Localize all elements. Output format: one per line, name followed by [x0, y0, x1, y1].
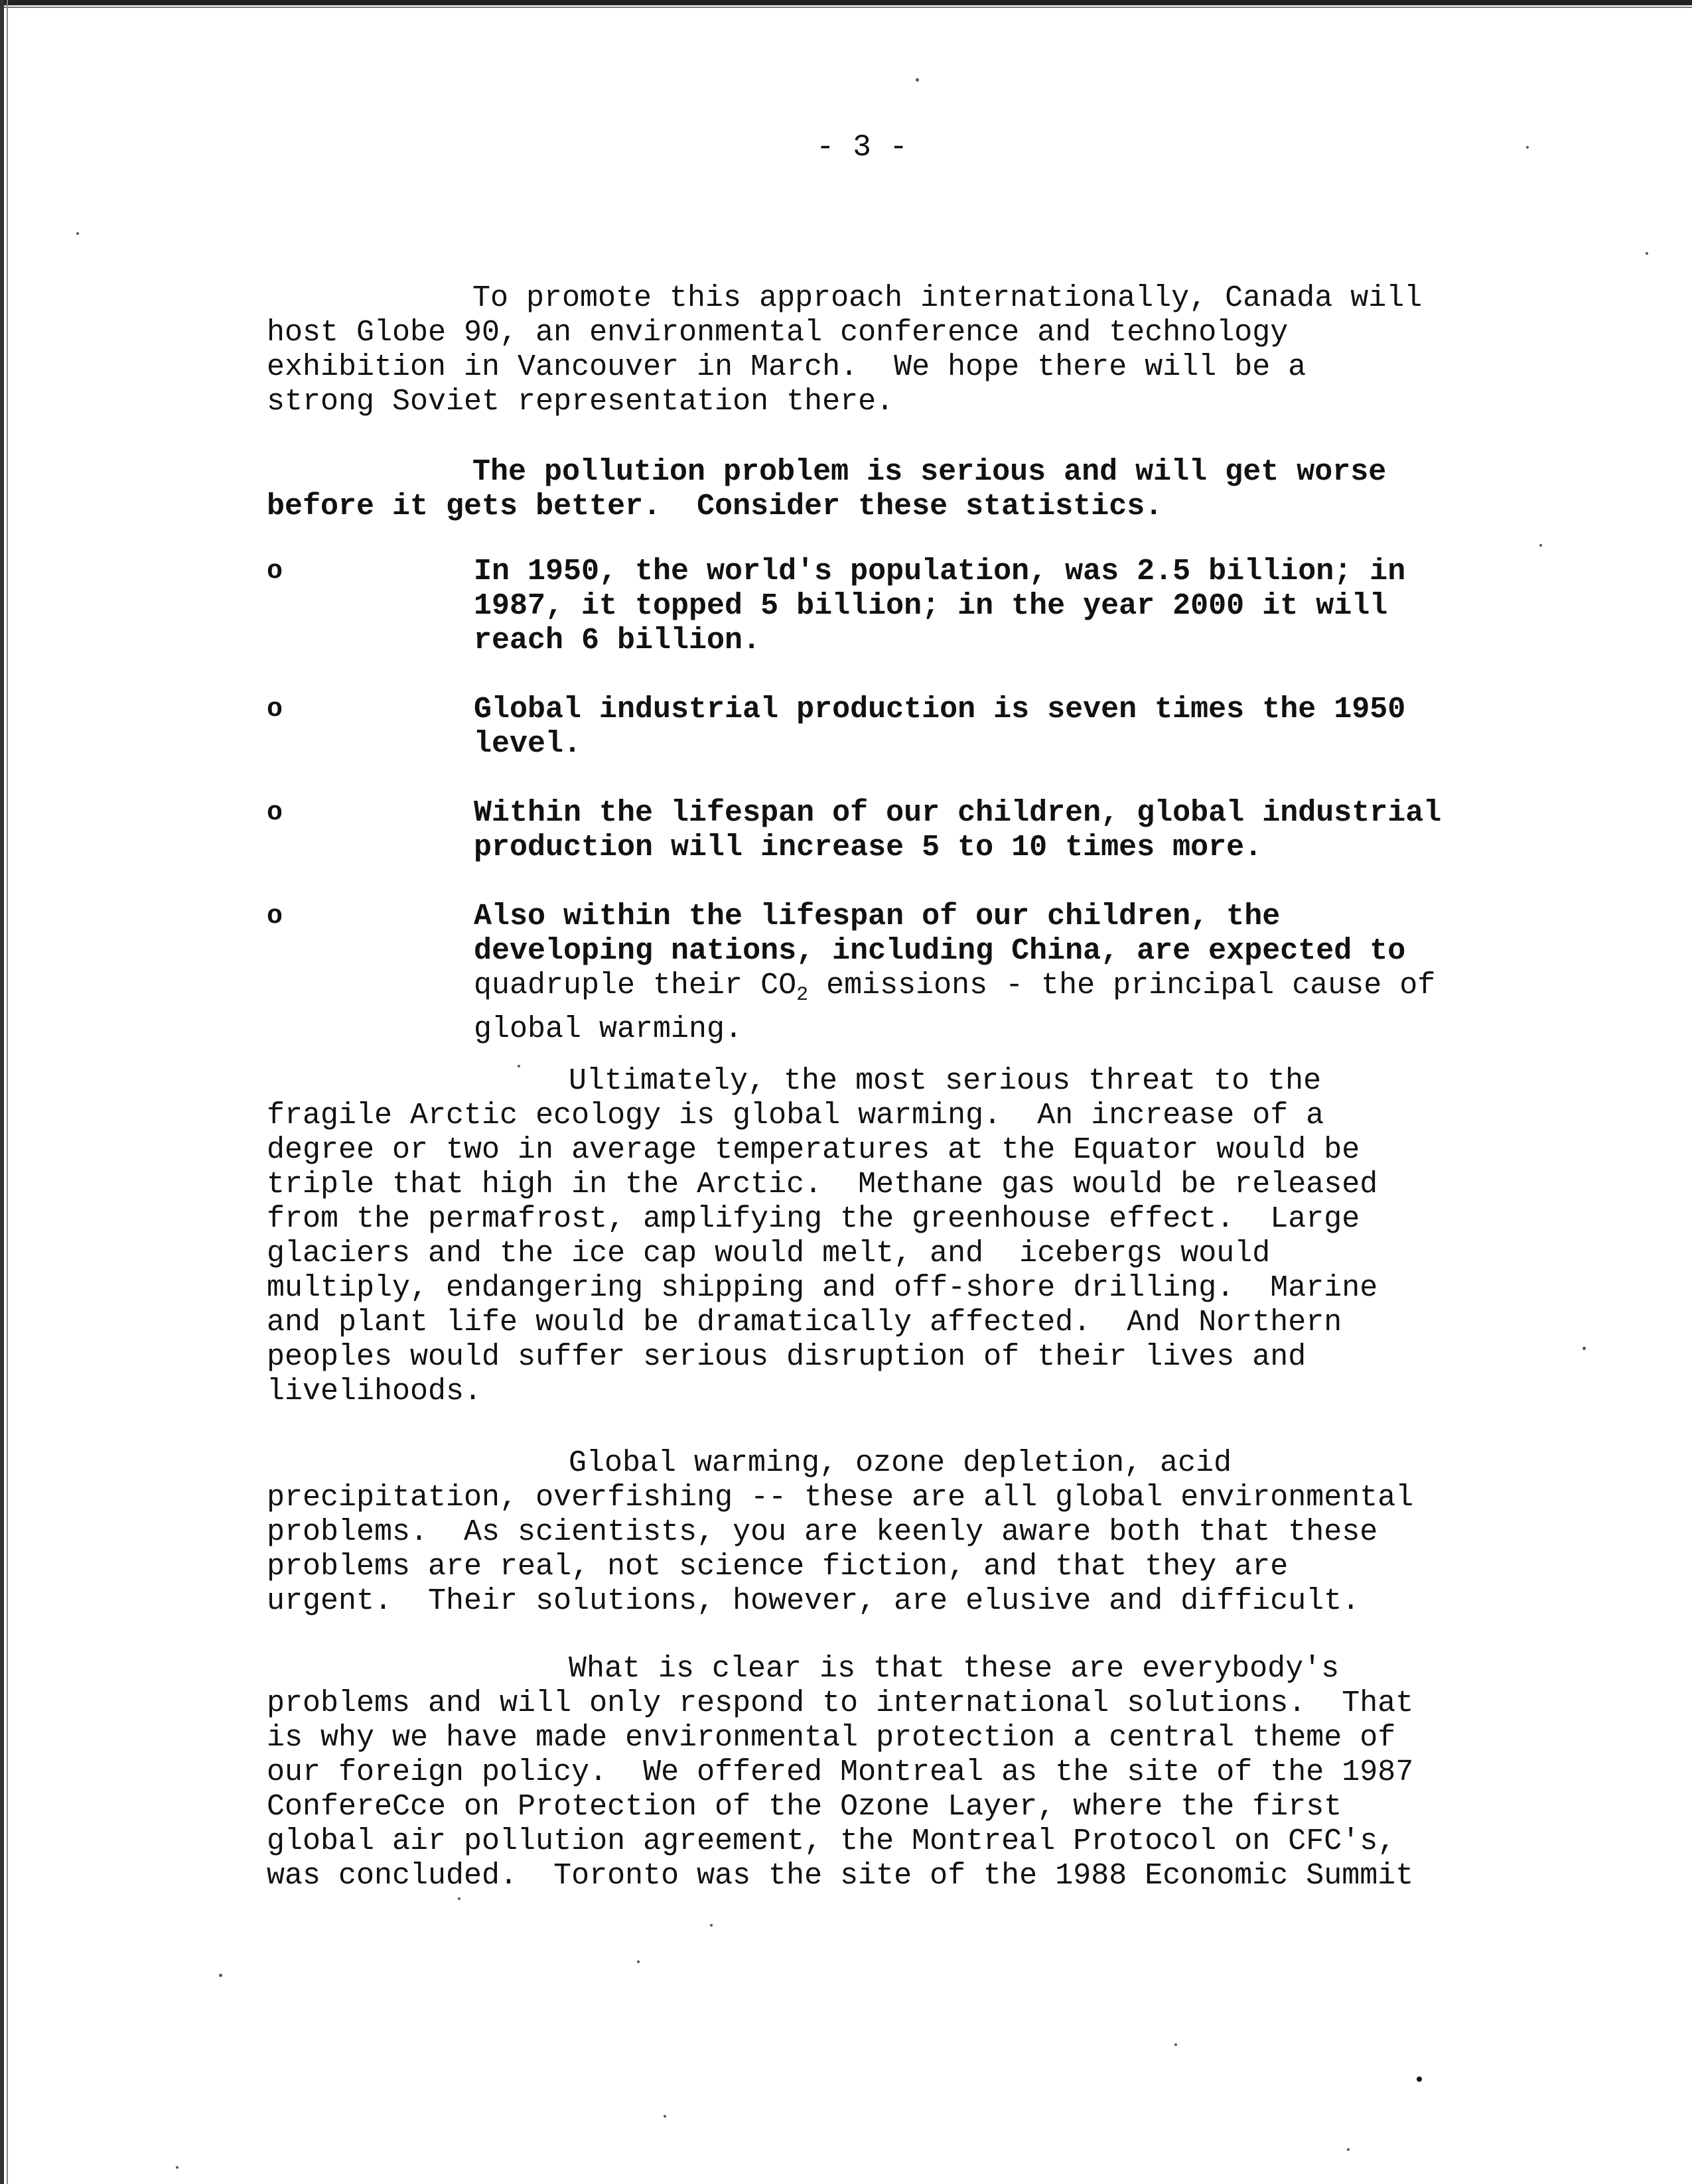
paragraph-line: triple that high in the Arctic. Methane gas would be released — [267, 1168, 1378, 1201]
paragraph-line: fragile Arctic ecology is global warming. An increase of a — [267, 1099, 1324, 1132]
scan-speck — [1526, 146, 1529, 149]
paragraph-arctic-warming — [267, 1064, 1600, 1409]
paragraph-line: was concluded. Toronto was the site of the 1988 Economic Summit — [267, 1859, 1414, 1893]
scan-speck — [1417, 2077, 1422, 2082]
scan-speck — [916, 78, 919, 82]
paragraph-line: Global warming, ozone depletion, acid — [569, 1446, 1232, 1480]
scan-top-border-line — [0, 7, 1692, 8]
paragraph-line: peoples would suffer serious disruption of their lives and — [267, 1340, 1306, 1374]
paragraph-line: and plant life would be dramatically affected. And Northern — [267, 1306, 1342, 1339]
paragraph-line: precipitation, overfishing -- these are all global environmental — [267, 1481, 1414, 1515]
bullet-mark: o — [267, 902, 283, 931]
paragraph-line: is why we have made environmental protection a central theme of — [267, 1721, 1396, 1755]
paragraph-line: ConfereCce on Protection of the Ozone Layer, where the first — [267, 1790, 1342, 1824]
scan-speck — [518, 1065, 520, 1067]
paragraph-line: glaciers and the ice cap would melt, and icebergs would — [267, 1237, 1271, 1270]
paragraph-line: global air pollution agreement, the Montreal Protocol on CFC's, — [267, 1824, 1396, 1858]
scan-speck — [458, 1897, 460, 1900]
subscript-2: 2 — [796, 984, 809, 1006]
bullet-text — [474, 900, 1602, 1047]
paragraph-international-solutions — [267, 1652, 1600, 1893]
paragraph-line: problems. As scientists, you are keenly aware both that these — [267, 1515, 1378, 1549]
scan-speck — [176, 2166, 178, 2169]
paragraph-line: host Globe 90, an environmental conference and technology — [267, 316, 1289, 350]
paragraph-line: The pollution problem is serious and will get worse — [472, 455, 1387, 489]
paragraph-global-problems — [267, 1446, 1600, 1619]
bullet-line: level. — [474, 727, 582, 761]
scan-speck — [710, 1924, 713, 1927]
scan-left-border — [0, 0, 4, 2184]
paragraph-line: problems and will only respond to international solutions. That — [267, 1686, 1414, 1720]
scan-speck — [637, 1960, 640, 1963]
paragraph-line: multiply, endangering shipping and off-shore drilling. Marine — [267, 1271, 1378, 1305]
paragraph-line: from the permafrost, amplifying the greenhouse effect. Large — [267, 1202, 1360, 1236]
bullet-line: production will increase 5 to 10 times more. — [474, 831, 1263, 864]
paragraph-line: To promote this approach internationally, Canada will — [472, 281, 1423, 315]
bullet-text — [474, 555, 1602, 658]
paragraph-line: our foreign policy. We offered Montreal as the site of the 1987 — [267, 1755, 1414, 1789]
bullet-line: Also within the lifespan of our children, the — [474, 900, 1281, 933]
paragraph-line: exhibition in Vancouver in March. We hope there will be a — [267, 350, 1306, 384]
bullet-line-text: emissions - the principal cause of — [808, 969, 1436, 1002]
bullet-mark: o — [267, 798, 283, 828]
bullet-mark: o — [267, 557, 283, 586]
bullet-line: 1987, it topped 5 billion; in the year 2000 it will — [474, 589, 1388, 623]
scan-left-border-line — [7, 0, 8, 2184]
bullet-line: Global industrial production is seven times the 1950 — [474, 693, 1406, 726]
scan-speck — [1174, 2043, 1177, 2046]
paragraph-line: livelihoods. — [267, 1375, 482, 1408]
paragraph-pollution-problem — [267, 455, 1600, 524]
page-number: - 3 - — [816, 130, 908, 165]
bullet-line: In 1950, the world's population, was 2.5 billion; in — [474, 555, 1406, 588]
scan-speck — [664, 2115, 666, 2118]
bullet-line: global warming. — [474, 1012, 743, 1046]
paragraph-line: before it gets better. Consider these statistics. — [267, 490, 1163, 523]
paragraph-line: What is clear is that these are everybody's — [569, 1652, 1340, 1686]
bullet-line: Within the lifespan of our children, global industrial — [474, 796, 1442, 830]
paragraph-line: Ultimately, the most serious threat to the — [569, 1064, 1322, 1098]
bullet-line: reach 6 billion. — [474, 624, 761, 657]
scan-speck — [1539, 544, 1542, 547]
bullet-text — [474, 796, 1602, 865]
bullet-line-text: quadruple their CO — [474, 969, 797, 1002]
paragraph-line: urgent. Their solutions, however, are elusive and difficult. — [267, 1584, 1360, 1618]
paragraph-line: problems are real, not science fiction, and that they are — [267, 1550, 1289, 1584]
scan-speck — [76, 232, 79, 235]
paragraph-line: strong Soviet representation there. — [267, 385, 894, 419]
bullet-text — [474, 693, 1602, 762]
bullet-line: developing nations, including China, are expected to — [474, 934, 1406, 968]
bullet-mark: o — [267, 695, 283, 724]
scan-speck — [1583, 1347, 1586, 1350]
bullet-line — [474, 969, 1602, 1012]
scan-speck — [1347, 2148, 1350, 2151]
scan-speck — [219, 1974, 222, 1977]
paragraph-line: degree or two in average temperatures at the Equator would be — [267, 1133, 1360, 1167]
scan-speck — [1646, 252, 1648, 255]
scan-top-border — [0, 0, 1692, 5]
paragraph-globe-90 — [267, 281, 1600, 419]
